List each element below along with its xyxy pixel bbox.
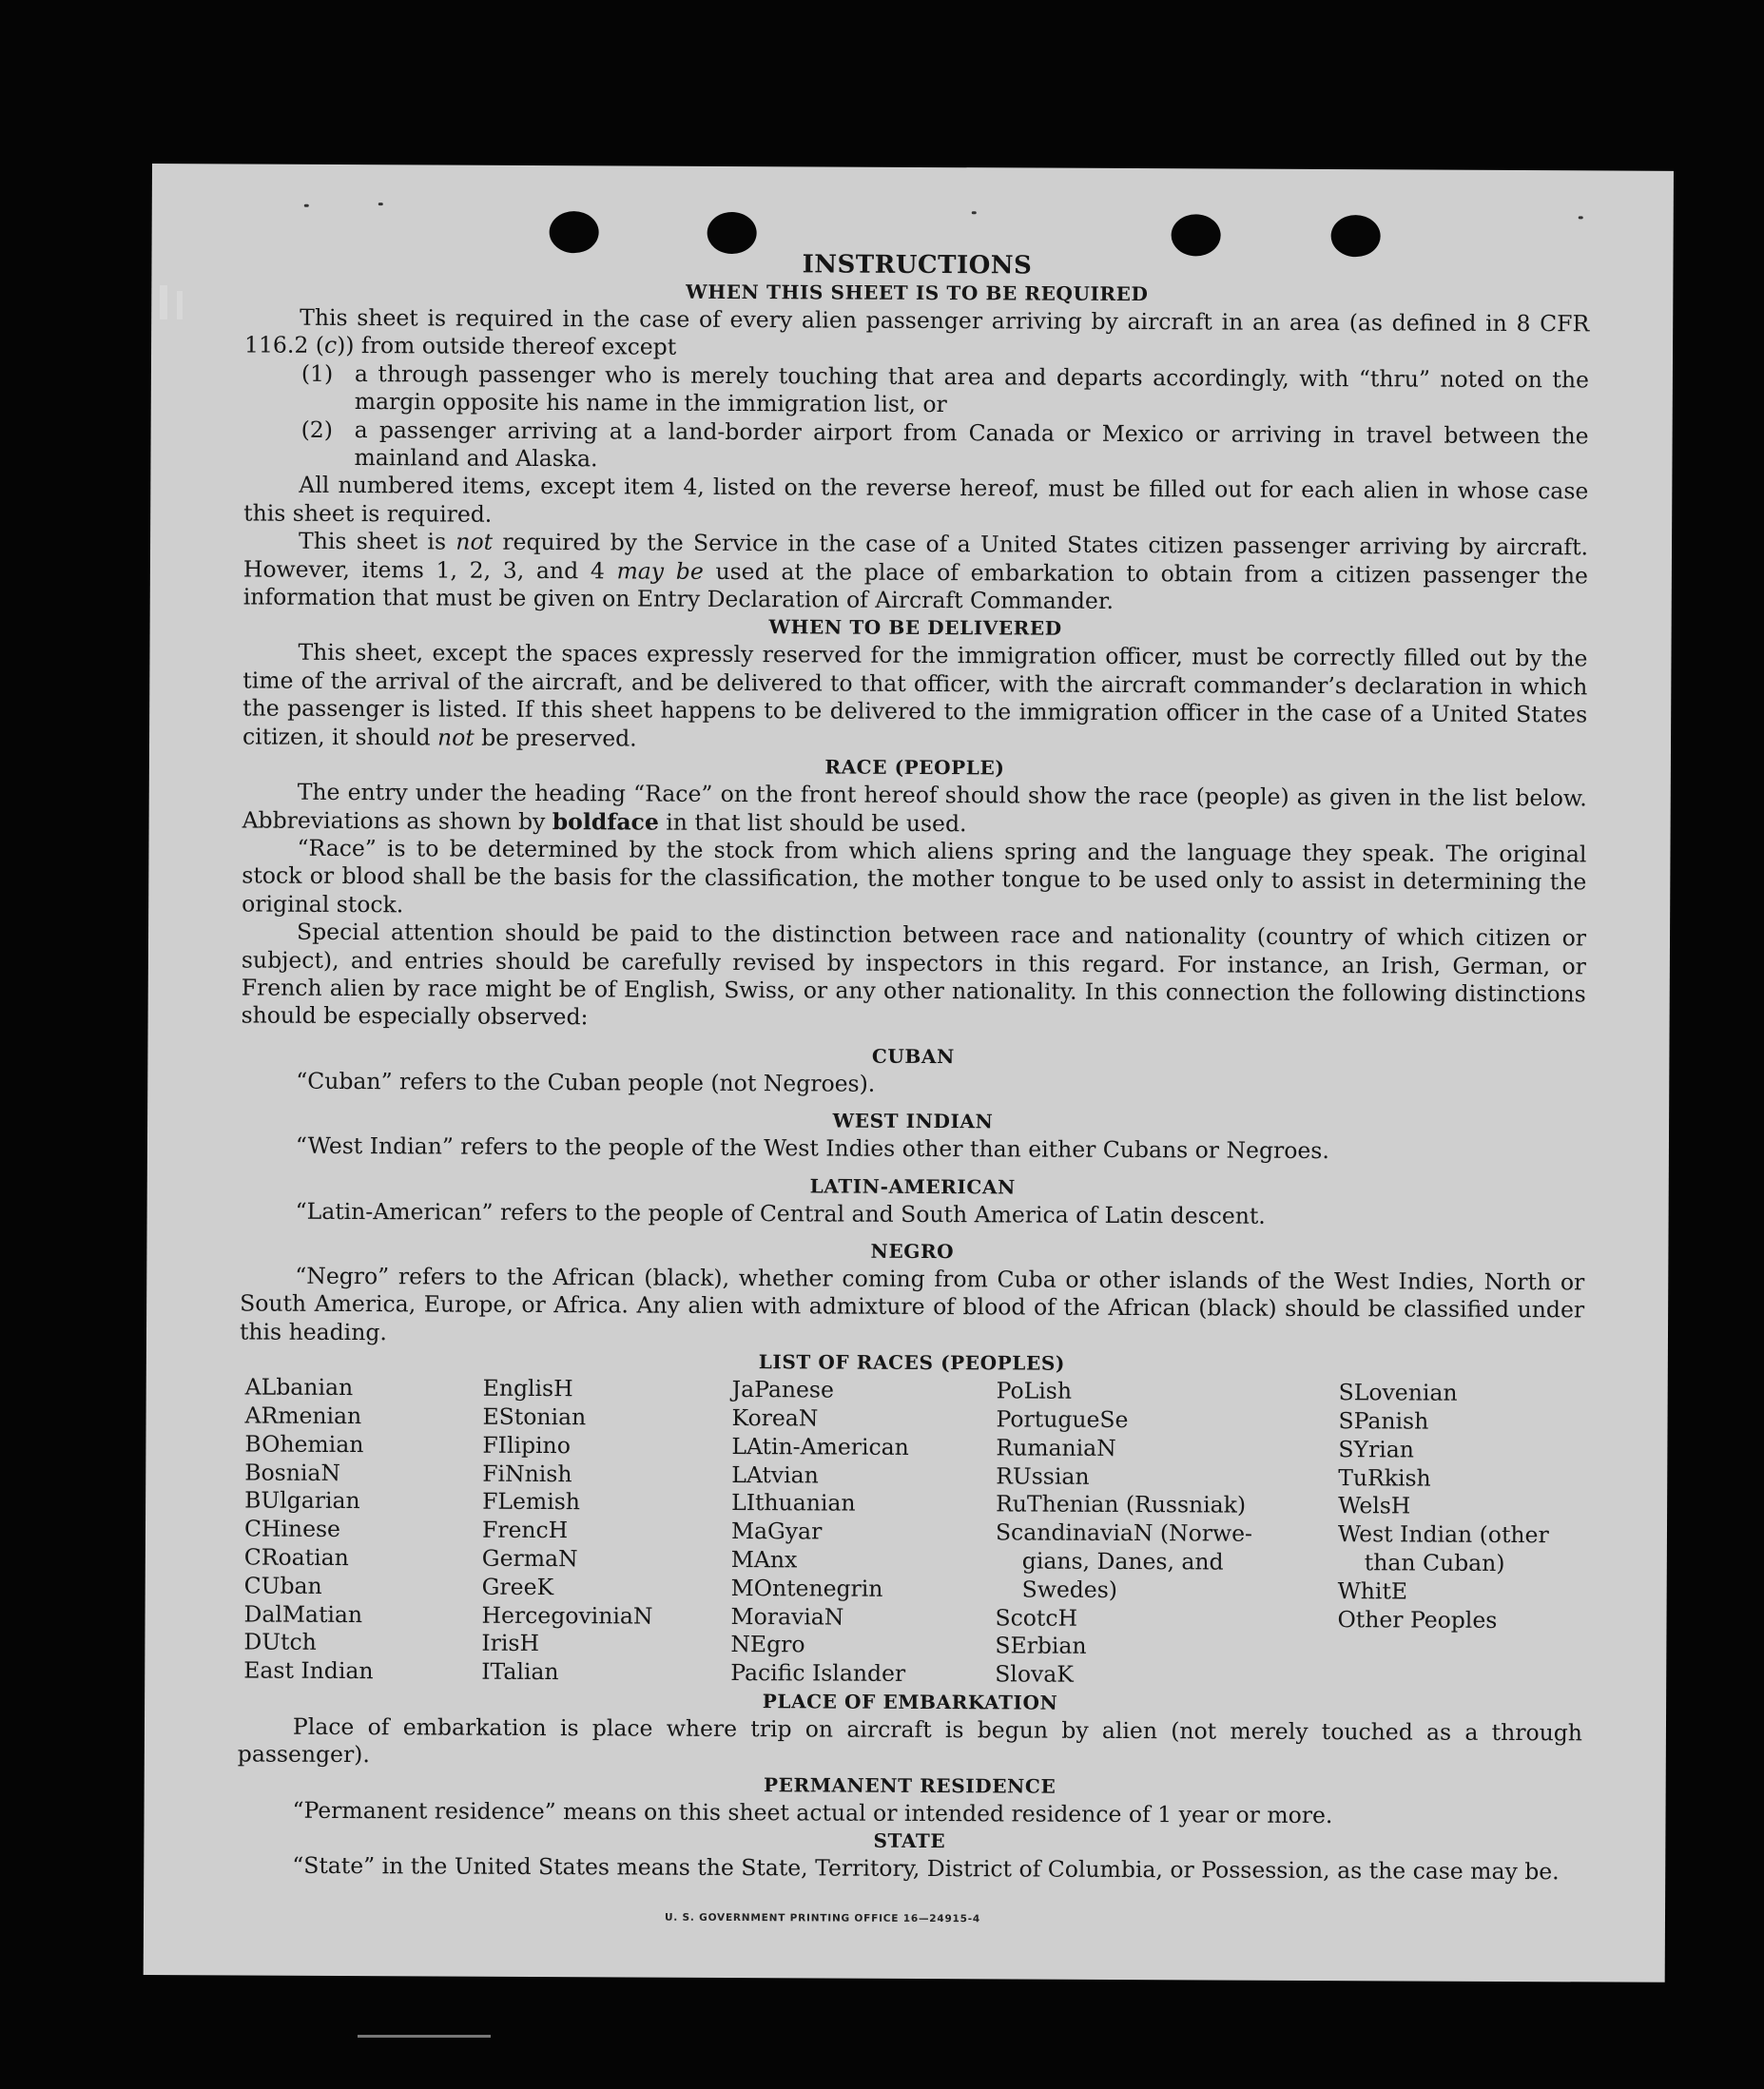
race-item: MAnx: [730, 1545, 798, 1574]
race-item: DalMatian: [243, 1600, 363, 1628]
race-item: Pacific Islander: [730, 1659, 906, 1688]
race-item: than Cuban): [1364, 1549, 1505, 1576]
race-item: EnglisH: [482, 1374, 573, 1402]
race-item: gians, Danes, and: [1021, 1547, 1224, 1576]
race-item: BOhemian: [244, 1430, 364, 1458]
heading-cuban: CUBAN: [871, 1044, 956, 1068]
race-item: LAtvian: [731, 1460, 819, 1489]
paragraph-required: This sheet is required in the case of every alien passenger arriving by aircraft in an area (as defined in 8 CFR 116.2 (c)) from outside thereof except: [243, 303, 1590, 361]
paragraph-citizen: This sheet is not required by the Service in the case of a United States citizen passenger arriving by aircraft. However, items 1, 2, 3, and 4 may be used at the place of embarkation to obtain from a citizen passenger the information that must be given on Entry Declaration of Aircraft Commander.: [242, 528, 1589, 615]
race-item: SYrian: [1338, 1435, 1414, 1463]
paragraph-delivered: This sheet, except the spaces expressly reserved for the immigration officer, must be correctly filled out by the time of the arrival of the aircraft, and be delivered to that officer, with the aircraft commander’s declaration in which the passenger is listed. If this sheet happens to be delivered to the immigration officer in the case of a United States citizen, it should not be preserved.: [242, 639, 1588, 752]
race-item: SLovenian: [1338, 1379, 1458, 1406]
paragraph-race-3: Special attention should be paid to the distinction between race and nationality (country of which citizen or subject), and entries should be carefully revised by inspectors in this regard. For instance, an Irish, German, or French alien by race might be of English, Swiss, or any other nationality. In this connection the following distinctions should be especially observed:: [241, 918, 1587, 1031]
paragraph-numbered-items: All numbered items, except item 4, listed on the reverse hereof, must be filled out for each alien in whose case this sheet is required.: [243, 472, 1589, 528]
race-item: FLemish: [482, 1488, 581, 1516]
heading-state: STATE: [873, 1828, 946, 1853]
page-title: INSTRUCTIONS: [802, 250, 1033, 280]
paragraph-state: “State” in the United States means the State, Territory, District of Columbia, or Possession, as the case may be.: [292, 1851, 1560, 1886]
race-item: SPanish: [1338, 1407, 1429, 1435]
speck: [1579, 216, 1583, 219]
race-item: RumaniaN: [996, 1434, 1116, 1461]
race-item: Other Peoples: [1337, 1605, 1498, 1634]
paragraph-negro: “Negro” refers to the African (black), whether coming from Cuba or other islands of the West Indies, North or South America, Europe, or Africa. Any alien with admixture of blood of the African (black) should be classified under this heading.: [239, 1262, 1585, 1346]
race-item: SlovaK: [995, 1660, 1074, 1688]
race-item: MoraviaN: [730, 1602, 844, 1631]
printing-office-footer: U. S. GOVERNMENT PRINTING OFFICE 16—24915-4: [664, 1911, 981, 1925]
paragraph-residence: “Permanent residence” means on this sheet actual or intended residence of 1 year or more.: [292, 1796, 1333, 1828]
paragraph-latin-american: “Latin-American” refers to the people of Central and South America of Latin descent.: [295, 1197, 1266, 1229]
punch-hole: [550, 211, 599, 253]
race-item: WelsH: [1338, 1492, 1411, 1519]
race-item: ALbanian: [244, 1373, 354, 1402]
race-item: West Indian (other: [1337, 1520, 1549, 1549]
races-column-3: [730, 1376, 997, 1689]
document-body: [237, 247, 1589, 1886]
heading-negro: NEGRO: [870, 1239, 955, 1264]
edge-mark: [177, 291, 183, 319]
race-item: TuRkish: [1338, 1463, 1431, 1492]
heading-list-of-races: LIST OF RACES (PEOPLES): [758, 1350, 1066, 1375]
punch-hole: [1331, 215, 1381, 257]
race-item: CRoatian: [243, 1543, 349, 1571]
race-item: BosniaN: [244, 1459, 341, 1486]
race-item: MOntenegrin: [730, 1574, 883, 1602]
punch-hole: [708, 212, 757, 254]
races-column-2: [481, 1375, 732, 1688]
race-item: ScandinaviaN (Norwe-: [995, 1518, 1253, 1547]
race-item: FrencH: [481, 1516, 569, 1544]
speck: [378, 203, 383, 205]
exception-item-2: (2) a passenger arriving at a land-border airport from Canada or Mexico or arriving in travel between the mainland and Alaska.: [300, 416, 1589, 473]
race-item: JaPanese: [731, 1376, 834, 1403]
race-item: LAtin-American: [731, 1432, 909, 1460]
race-item: Swedes): [1021, 1576, 1118, 1603]
race-item: HercegoviniaN: [481, 1601, 653, 1630]
race-item: EStonian: [482, 1402, 587, 1431]
race-item: SErbian: [995, 1632, 1087, 1660]
exception-item-1: (1) a through passenger who is merely touching that area and departs accordingly, with “thru” noted on the margin opposite his name in the immigration list, or: [300, 359, 1589, 418]
race-item: MaGyar: [730, 1518, 823, 1545]
race-item: NEgro: [730, 1631, 805, 1658]
races-column-1: [243, 1374, 483, 1687]
heading-west-indian: WEST INDIAN: [832, 1109, 994, 1133]
heading-residence: PERMANENT RESIDENCE: [763, 1772, 1056, 1798]
race-item: KoreaN: [731, 1403, 819, 1432]
edge-mark: [358, 2035, 491, 2038]
race-item: DUtch: [243, 1628, 317, 1656]
race-item: FIlipino: [482, 1431, 571, 1459]
speck: [972, 211, 977, 214]
race-item: FiNnish: [482, 1460, 572, 1487]
races-column-5: [1337, 1379, 1584, 1692]
race-item: BUlgarian: [244, 1486, 360, 1515]
race-item: CHinese: [243, 1515, 341, 1543]
heading-race: RACE (PEOPLE): [824, 755, 1005, 780]
race-item: IrisH: [481, 1630, 540, 1657]
race-item: GermaN: [481, 1544, 578, 1573]
race-item: WhitE: [1337, 1576, 1408, 1605]
heading-latin-american: LATIN-AMERICAN: [809, 1173, 1016, 1199]
race-item: GreeK: [481, 1573, 554, 1600]
race-item: PoLish: [996, 1377, 1073, 1404]
race-item: LIthuanian: [731, 1489, 856, 1518]
heading-when-delivered: WHEN TO BE DELIVERED: [768, 615, 1062, 641]
race-item: East Indian: [243, 1656, 374, 1685]
race-item: ITalian: [481, 1657, 559, 1686]
race-item: CUban: [243, 1572, 322, 1599]
paragraph-race-1: The entry under the heading “Race” on the front hereof should show the race (people) as given in the list below. Abbreviations as shown by boldface in that list should be used.: [242, 778, 1587, 837]
paragraph-cuban: “Cuban” refers to the Cuban people (not Negroes).: [296, 1067, 876, 1097]
edge-mark: [160, 285, 167, 319]
race-item: PortugueSe: [996, 1405, 1129, 1434]
heading-embarkation: PLACE OF EMBARKATION: [762, 1690, 1058, 1714]
paragraph-race-2: “Race” is to be determined by the stock from which aliens spring and the language they speak. The original stock or blood shall be the basis for the classification, the mother tongue to be used only to assist in determining the original stock.: [242, 834, 1587, 919]
speck: [304, 204, 309, 207]
heading-when-required: WHEN THIS SHEET IS TO BE REQUIRED: [686, 280, 1149, 306]
races-list: [243, 1374, 1584, 1692]
races-column-4: [995, 1378, 1339, 1692]
document-page: [144, 164, 1674, 1983]
race-item: ScotcH: [995, 1603, 1078, 1632]
paragraph-west-indian: “West Indian” refers to the people of the West Indies other than either Cubans or Negroes.: [295, 1132, 1329, 1165]
punch-hole: [1172, 214, 1221, 256]
race-item: RUssian: [996, 1461, 1090, 1490]
race-item: ARmenian: [244, 1402, 362, 1430]
paragraph-embarkation: Place of embarkation is place where trip on aircraft is begun by alien (not merely touched as a through passenger).: [237, 1712, 1583, 1769]
race-item: RuThenian (Russniak): [996, 1490, 1247, 1519]
